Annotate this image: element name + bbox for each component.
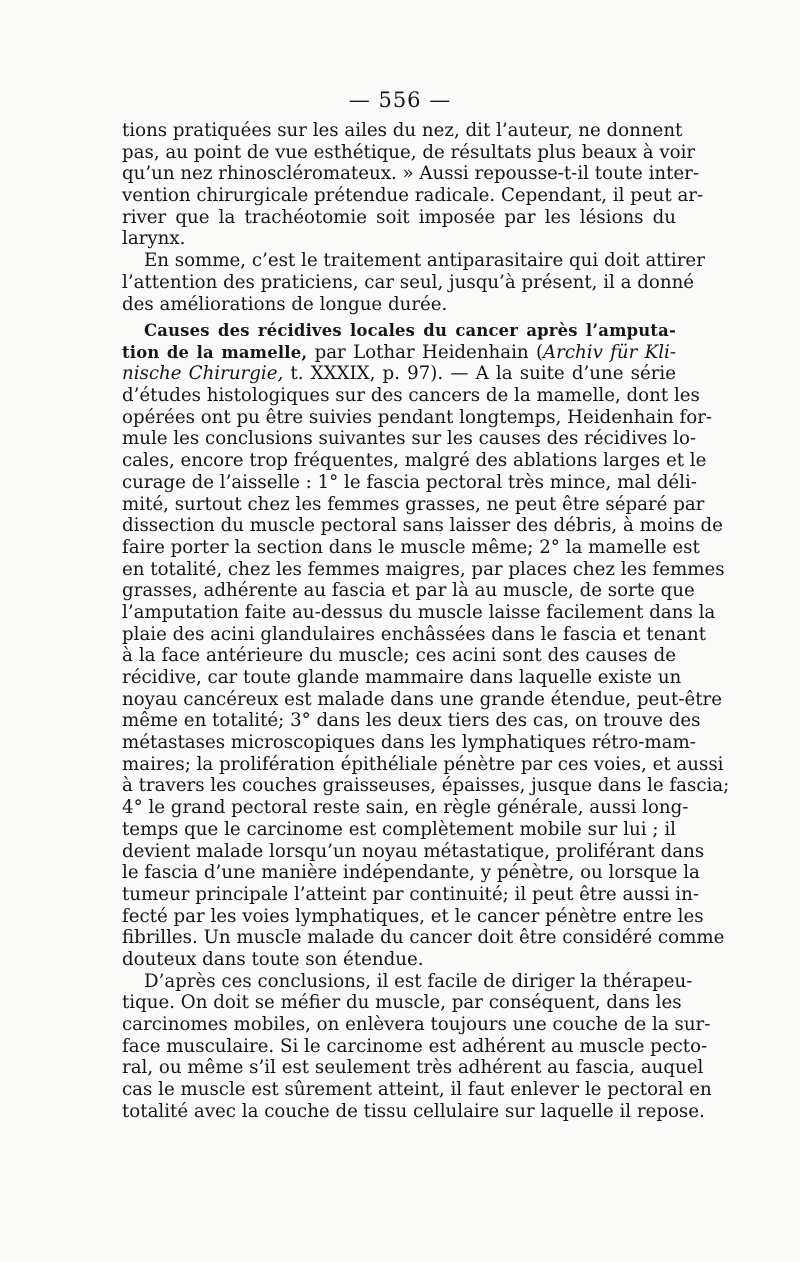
text-line: opérées ont pu être suivies pendant longtemps, Heidenhain for-: [122, 406, 713, 428]
text-line: 4° le grand pectoral reste sain, en règle générale, aussi long-: [122, 797, 689, 819]
text-line: tions pratiquées sur les ailes du nez, dit l’auteur, ne donnent: [122, 120, 683, 141]
text-line: des améliorations de longue durée.: [122, 293, 448, 315]
text-line: qu’un nez rhinoscléromateux. » Aussi repousse-t-il toute inter-: [122, 163, 700, 185]
text-line: en totalité, chez les femmes maigres, par places chez les femmes: [122, 558, 725, 580]
text-line: river que la trachéotomie soit imposée par les lésions du: [122, 206, 676, 228]
text-line: noyau cancéreux est malade dans une grande étendue, peut-être: [122, 688, 723, 710]
text-line: dissection du muscle pectoral sans laisser des débris, à moins de: [122, 515, 723, 537]
text-line: En somme, c’est le traitement antiparasitaire qui doit attirer: [144, 250, 705, 272]
text-line: pas, au point de vue esthétique, de résultats plus beaux à voir: [122, 141, 696, 163]
text-line: carcinomes mobiles, on enlèvera toujours une couche de la sur-: [122, 1014, 711, 1035]
text-line: vention chirurgicale prétendue radicale. Cependant, il peut ar-: [122, 185, 704, 207]
text-line: faire porter la section dans le muscle même; 2° la mamelle est: [122, 536, 700, 558]
text-line: d’études histologiques sur des cancers de la mamelle, dont les: [122, 385, 700, 407]
article-title-line: [122, 320, 676, 342]
text-line: l’attention des praticiens, car seul, jusqu’à présent, il a donné: [122, 271, 695, 293]
citation-details: t. XXXIX, p. 97). — A la suite d’une série: [283, 363, 676, 385]
text-line: face musculaire. Si le carcinome est adhérent au muscle pecto-: [122, 1035, 708, 1057]
text-line: à travers les couches graisseuses, épaisses, jusque dans le fascia;: [122, 775, 730, 797]
page-number: — 556 —: [348, 88, 452, 112]
text-line: même en totalité; 3° dans les deux tiers des cas, on trouve des: [122, 710, 701, 732]
text-line: l’amputation faite au-dessus du muscle laisse facilement dans la: [122, 601, 716, 623]
text-line: métastases microscopiques dans les lymphatiques rétro-mam-: [122, 732, 696, 754]
text-line: douteux dans toute son étendue.: [122, 948, 424, 970]
text-line: cales, encore trop fréquentes, malgré des ablations larges et le: [122, 450, 707, 472]
text-line: cas le muscle est sûrement atteint, il faut enlever le pectoral en: [122, 1079, 712, 1101]
text-line: temps que le carcinome est complètement mobile sur lui ; il: [122, 818, 676, 840]
text-line: tique. On doit se méfier du muscle, par conséquent, dans les: [122, 992, 682, 1014]
article-byline: par Lothar Heidenhain (: [307, 341, 544, 363]
article-section: [122, 320, 730, 1122]
article-citation-line: [122, 363, 676, 385]
text-line: devient malade lorsqu’un noyau métastatique, proliférant dans: [122, 840, 705, 862]
text-line: maires; la prolifération épithéliale pénètre par ces voies, et aussi: [122, 753, 724, 775]
text-line: curage de l’aisselle : 1° le fascia pectoral très mince, mal déli-: [122, 471, 697, 493]
article-title-cont: tion de la mamelle,: [122, 342, 308, 362]
text-line: tumeur principale l’atteint par continuité; il peut être aussi in-: [122, 883, 699, 905]
text-line: récidive, car toute glande mammaire dans laquelle existe un: [122, 667, 682, 688]
text-line: mité, surtout chez les femmes grasses, ne peut être séparé par: [122, 493, 705, 515]
journal-name-cont: nische Chirurgie,: [122, 363, 284, 385]
text-line: le fascia d’une manière indépendante, y pénètre, ou lorsque la: [122, 862, 700, 884]
text-line: larynx.: [122, 228, 186, 250]
text-line: mule les conclusions suivantes sur les causes des récidives lo-: [122, 428, 697, 450]
text-line: plaie des acini glandulaires enchâssées dans le fascia et tenant: [122, 623, 707, 645]
intro-paragraphs: [122, 120, 705, 315]
text-line: totalité avec la couche de tissu cellulaire sur laquelle il repose.: [122, 1100, 705, 1122]
journal-name: Archiv für Kli-: [543, 341, 677, 363]
article-citation-line: [122, 342, 676, 364]
text-line: grasses, adhérente au fascia et par là au muscle, de sorte que: [122, 580, 695, 602]
text-line: fecté par les voies lymphatiques, et le cancer pénètre entre les: [122, 905, 704, 927]
article-title: Causes des récidives locales du cancer après l’amputa-: [144, 321, 676, 340]
text-line: à la face antérieure du muscle; ces acini sont des causes de: [122, 645, 676, 667]
text-line: D’après ces conclusions, il est facile de diriger la thérapeu-: [144, 970, 693, 992]
text-line: fibrilles. Un muscle malade du cancer doit être considéré comme: [122, 927, 725, 949]
text-line: ral, ou même s’il est seulement très adhérent au fascia, auquel: [122, 1057, 704, 1079]
